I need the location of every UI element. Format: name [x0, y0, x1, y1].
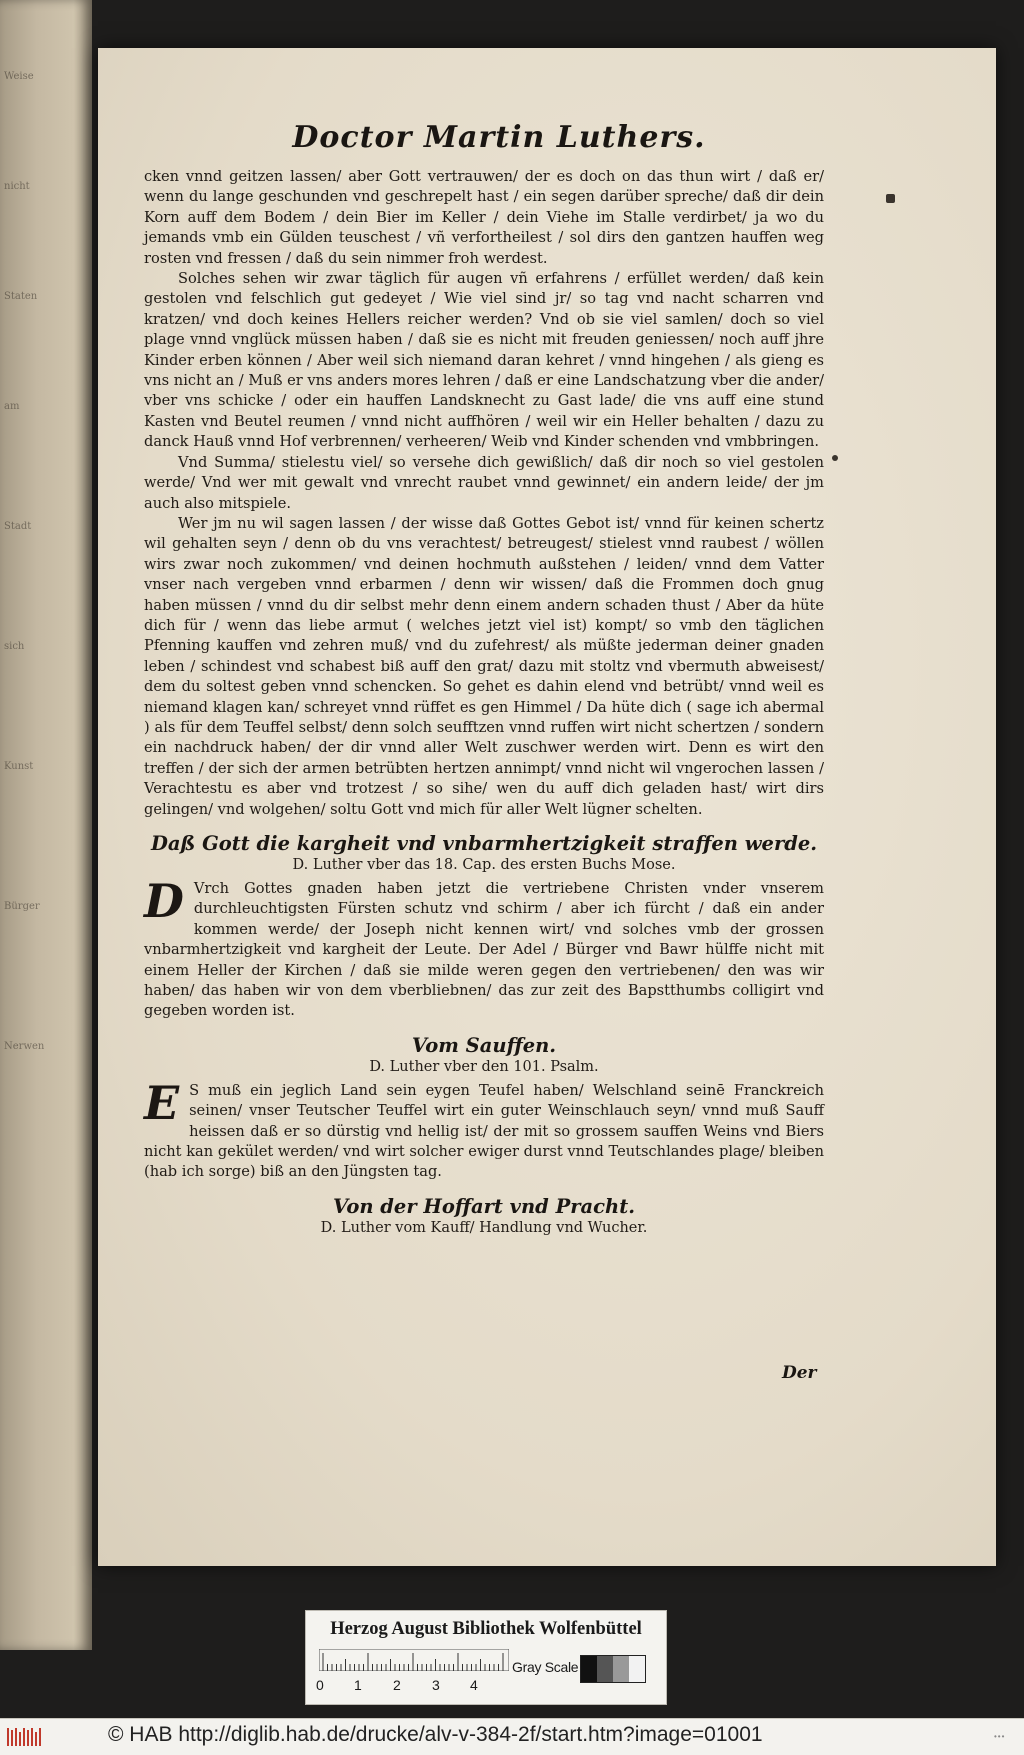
- ruler-label: 3: [432, 1677, 440, 1693]
- ruler-label: 2: [393, 1677, 401, 1693]
- gray-swatch: [613, 1656, 629, 1682]
- section-heading: Von der Hoffart vnd Pracht.: [332, 1194, 636, 1218]
- ruler-labels: [316, 1677, 516, 1695]
- section-subheading: D. Luther vber den 101. Psalm.: [369, 1058, 599, 1075]
- footer-bar: [0, 1718, 1024, 1755]
- drop-capital: D: [144, 874, 184, 928]
- section-heading: Vom Sauffen.: [411, 1033, 557, 1057]
- ruler-scale: [319, 1649, 509, 1671]
- drop-capital: E: [144, 1075, 180, 1130]
- section-body: Vrch Gottes gnaden haben jetzt die vertriebene Christen vnder vnserem durchleuchtigsten Fürsten schutz vnd schirm / aber ich fürcht / daß ein ander kommen werde/ der Joseph nicht kennen wirt/ vnd solches vmb der grossen vnbarmhertzigkeit vnd kargheit der Leute. Der Adel / Bürger vnd Bawr hülffe nicht mit einem Heller der Kirchen / daß sie milde weren gegen den vertriebenen/ den was wir haben/ das haben wir von dem vberbliebnen/ das zur zeit des Bapstthumbs colligirt vnd gegeben worden ist.: [144, 880, 824, 1020]
- hab-logo-icon: [6, 1726, 42, 1748]
- paragraph: cken vnnd geitzen lassen/ aber Gott vertrauwen/ der es doch on das thun wirt / daß er/ wenn du lange geschunden vnd geschrepelt hast / ein segen darüber spreche/ daß dir dein Korn auff dem Bodem / dein Bier im Keller / dein Viehe im Stalle verdirbet/ ja wo du jemands vmb ein Gülden teuschest / vñ verfortheilest / sol dirs den gantzen hauffen weg rosten vnd fressen / daß du sein nimmer froh werdest.: [144, 168, 824, 267]
- section-subheading: D. Luther vom Kauff/ Handlung vnd Wucher.: [320, 1219, 648, 1236]
- paragraph: Solches sehen wir zwar täglich für augen vñ erfahrens / erfüllet werden/ daß kein gestolen vnd felschlich gut gedeyet / Wie viel sind jr/ so tag vnd nacht scharren vnd kratzen/ vnd doch keines Hellers reicher werden? Vnd ob sie viel samlen/ doch so viel plage vnnd vnglück müssen haben / daß sie es nicht mit freuden geniessen/ noch auff jhre Kinder erben können / Aber weil sich niemand daran kehret / vnnd hingehen / als gieng es vns nicht an / Muß er vns anders mores lehren / daß er eine Landschatzung vber die ander/ vber vns schicke / oder ein hauffen Landsknecht zu Gast lade/ die vns auff eine stund Kasten vnd Beutel reumen / vnnd nicht auffhören / weil wir ein Heller behalten / dazu zu danck Hauß vnnd Hof verbrennen/ verheeren/ Weib vnd Kinder schenden vnd vmbbringen.: [144, 270, 824, 451]
- section-body: S muß ein jeglich Land sein eygen Teufel haben/ Welschland seinē Franckreich seinen/ vnser Teutscher Teuffel wirt ein guter Weinschlauch seyn/ vnnd muß Sauff heissen daß er so dürstig vnd hellig ist/ der mit so grossem sauffen Weins vnd Biers nicht kan gekület werden/ vnd wirt solcher ewiger durst vnnd Teutschlandes plage/ bleiben (hab ich sorge) biß an den Jüngsten tag.: [144, 1081, 824, 1181]
- paragraph: Vnd Summa/ stielestu viel/ so versehe dich gewißlich/ daß dir noch so viel gestolen werde/ Vnd wer mit gewalt vnd vnrecht raubet vnnd gewinnet/ ein andern leide/ der jm auch also mitspiele.: [144, 453, 824, 512]
- left-page-fragment: Nerwen: [4, 1041, 45, 1052]
- gray-swatch: [629, 1656, 645, 1682]
- left-page-fragment: am: [4, 401, 20, 412]
- paragraph: Wer jm nu wil sagen lassen / der wisse daß Gottes Gebot ist/ vnnd für keinen schertz wil gehalten seyn / denn ob du vns verachtest/ betreugest/ stielest vnnd raubest / wöllen wirs zwar noch zukommen/ vnd deinen hochmuth außstehen / leiden/ vnnd dem Vatter vnser nach vergeben vnnd erbarmen / denn wir wissen/ daß die Frommen doch gnug haben müssen / vnnd du dir selbst mehr denn einem andern schaden thust / Aber da hüte dich für / wenn das liebe armut ( welches jetzt viel ist) kompt/ so vmb den täglichen Pfenning kauffen vnd zehren muß/ vnd du zufehrest/ als müßte jederman deiner gnaden leben / schindest vnd schabest biß auff den grat/ dazu mit stoltz vnd vbermuth abweisest/ dem du soltest geben vnnd schencken. So gehet es dahin elend vnd betrübt/ vnnd weil es niemand klagen kan/ schreyet vnnd rüffet es gen Himmel / Da hüte dich ( sage ich abermal ) als für dem Teuffel selbst/ denn solch seufftzen vnnd ruffen wirt nicht schertzen / sondern ein nachdruck haben/ der dir vnnd aller Welt zuschwer werden wirt. Denn es wirt den treffen / der sich der armen betrübten hertzen annimpt/ vnnd nicht wil vngerochen lassen / Verachtestu es aber vnd trotzest / so sihe/ wen du auff dich geladen hast/ wirt dirs gelingen/ vnd wolgehen/ soltu Gott vnd mich für aller Welt lügner schelten.: [144, 514, 824, 818]
- left-page-fragment: Bürger: [4, 901, 40, 912]
- more-icon[interactable]: •••: [994, 1732, 1006, 1741]
- ruler-label: 4: [470, 1677, 478, 1693]
- section-text: [144, 1075, 824, 1183]
- left-facing-page: [0, 0, 92, 1650]
- gray-swatch: [581, 1656, 597, 1682]
- ruler-label: 1: [354, 1677, 362, 1693]
- left-page-fragment: Weise: [4, 71, 34, 82]
- gray-scale-label: Gray Scale: [512, 1659, 579, 1675]
- page-text-block: [144, 110, 824, 1242]
- gray-scale-swatches: [580, 1655, 646, 1683]
- color-calibration-card: [305, 1610, 667, 1705]
- ruler-label: 0: [316, 1677, 324, 1693]
- running-head: Doctor Martin Luthers.: [292, 120, 706, 155]
- margin-ink-mark: [886, 194, 895, 203]
- gray-swatch: [597, 1656, 613, 1682]
- left-page-fragment: nicht: [4, 181, 30, 192]
- left-page-fragment: Kunst: [4, 761, 34, 772]
- copyright-url-text: © HAB http://diglib.hab.de/drucke/alv-v-384-2f/start.htm?image=01001: [108, 1723, 763, 1746]
- left-page-fragment: sich: [4, 641, 25, 652]
- section-subheading: D. Luther vber das 18. Cap. des ersten Buchs Mose.: [292, 857, 676, 873]
- catchword: Der: [782, 1363, 817, 1383]
- left-page-fragment: Stadt: [4, 521, 32, 532]
- left-page-fragment: Staten: [4, 291, 38, 302]
- section-heading: Daß Gott die kargheit vnd vnbarmhertzigkeit straffen werde.: [150, 832, 818, 855]
- section-text: [144, 874, 824, 1022]
- margin-ink-mark: [832, 455, 838, 461]
- card-title: Herzog August Bibliothek Wolfenbüttel: [330, 1619, 642, 1639]
